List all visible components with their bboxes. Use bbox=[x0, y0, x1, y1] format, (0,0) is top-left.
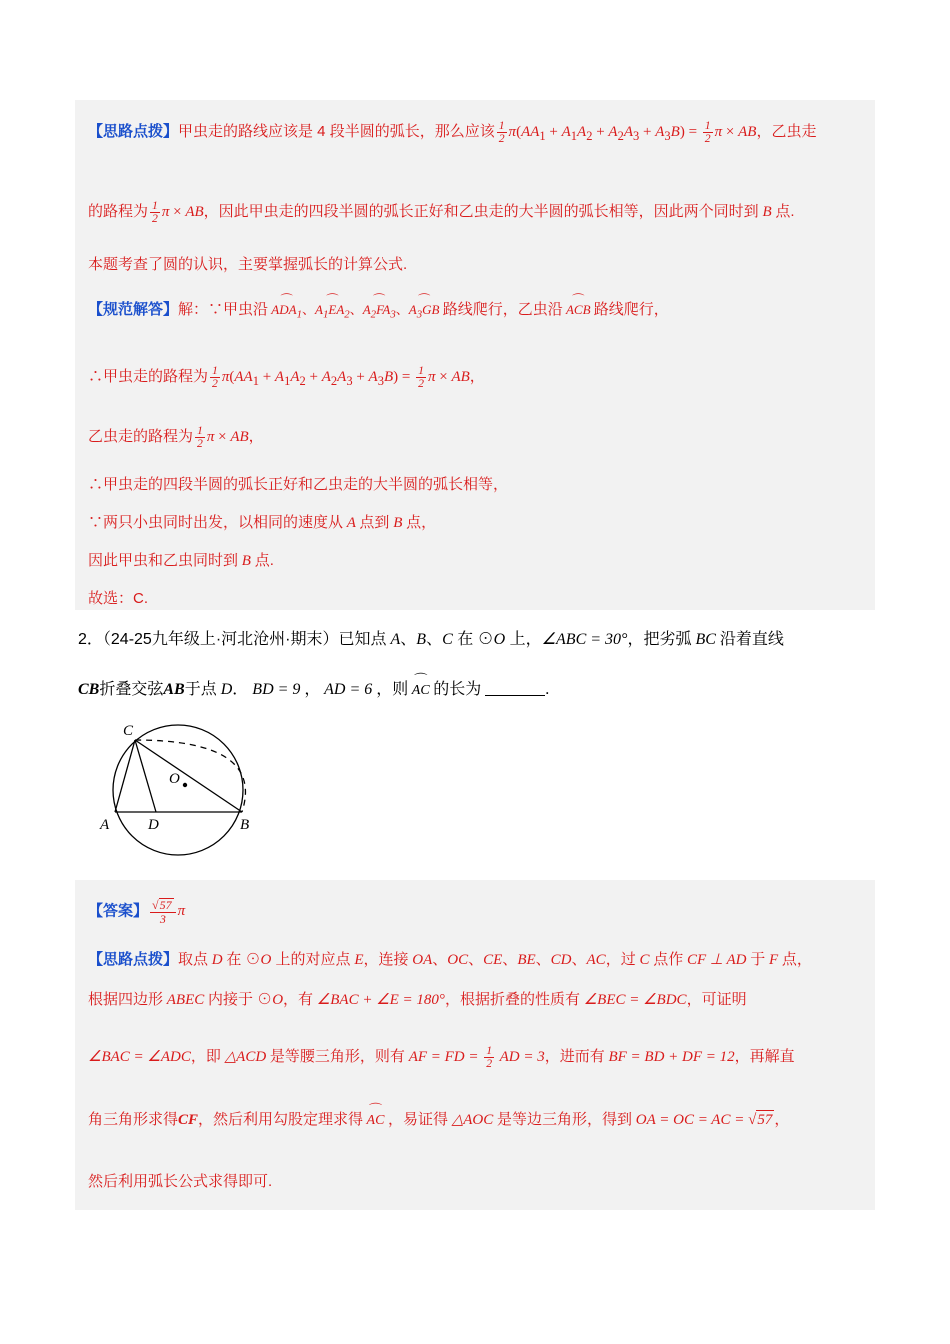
question-2-line-1: 2．（24-25九年级上·河北沧州·期末）已知点 A、B、C 在 ⊙O 上，∠ABC = 30°，把劣弧 BC 沿着直线 bbox=[78, 631, 784, 648]
geometry-figure bbox=[90, 715, 340, 875]
svg-text:O: O bbox=[169, 771, 180, 787]
hint-2-line-3: ∠BAC = ∠ADC，即 △ACD 是等腰三角形，则有 AF = FD = $\frac{1}{2}$ AD = 3，进而有 BF = BD + DF = 12，再解直 bbox=[88, 1044, 795, 1071]
hint-label-1: 【思路点拨】甲虫走的路线应该是 4 段半圆的弧长，那么应该 $\frac{1}{2}$ $\pi(AA_1 + A_1A_2 + A_2A_3 + A_3B)$ = $\frac{1}{2}$ π × AB，乙虫走 bbox=[88, 119, 817, 146]
answer-blank bbox=[485, 680, 545, 696]
standard-answer-line-3: 乙虫走的路程为 $\frac{1}{2}$ π × AB， bbox=[88, 424, 264, 451]
solution-block-1 bbox=[75, 100, 875, 610]
hint-label-2: 【思路点拨】取点 D 在 ⊙O 上的对应点 E，连接 OA、OC、CE、BE、CD、AC，过 C 点作 CF ⊥ AD 于 F 点， bbox=[88, 951, 812, 968]
standard-answer-line-2: ∴甲虫走的路程为 $\frac{1}{2}$ $\pi(AA_1 + A_1A_2 + A_2A_3 + A_3B)$ = $\frac{1}{2}$ π × AB， bbox=[88, 364, 485, 391]
hint-line-2: 的路程为 $\frac{1}{2}$ π × AB，因此甲虫走的四段半圆的弧长正好和乙虫走的大半圆的弧长相等，因此两个同时到 B 点. bbox=[88, 199, 795, 226]
answer-label-2: 【答案】 $\frac{√57}{3}$ π bbox=[88, 898, 186, 926]
svg-text:C: C bbox=[123, 723, 134, 739]
hint-line-3: 本题考查了圆的认识，主要掌握弧长的计算公式. bbox=[88, 256, 408, 273]
standard-answer-line-4: ∴甲虫走的四段半圆的弧长正好和乙虫走的大半圆的弧长相等， bbox=[88, 476, 509, 493]
standard-answer-label: 【规范解答】解：∵甲虫沿 ⌒ $ADA_1$、⌒ $A_1EA_2$、⌒ $A_2FA_3$、⌒ $A_3GB$ 路线爬行，乙虫沿 ⌒ ACB 路线爬行， bbox=[88, 300, 669, 322]
standard-answer-line-5: ∵两只小虫同时出发，以相同的速度从 A 点到 B 点， bbox=[88, 514, 437, 531]
hint-2-line-2: 根据四边形 ABEC 内接于 ⊙O，有 ∠BAC + ∠E = 180°，根据折叠的性质有 ∠BEC = ∠BDC，可证明 bbox=[88, 991, 747, 1008]
question-2-line-2: CB折叠交弦AB于点 D． BD = 9 ， AD = 6 ，则 ⌒ AC 的长为 . bbox=[78, 680, 549, 701]
hint-2-line-5: 然后利用弧长公式求得即可. bbox=[88, 1173, 273, 1190]
svg-text:B: B bbox=[240, 817, 250, 833]
standard-answer-line-6: 因此甲虫和乙虫同时到 B 点. bbox=[88, 552, 274, 569]
svg-text:D: D bbox=[148, 817, 159, 833]
final-choice: 故选：C. bbox=[88, 590, 149, 607]
svg-text:A: A bbox=[100, 817, 110, 833]
hint-2-line-4: 角三角形求得CF，然后利用勾股定理求得 ⌒ AC ，易证得 △AOC 是等边三角形，得到 OA = OC = AC = √57 ， bbox=[88, 1110, 789, 1131]
